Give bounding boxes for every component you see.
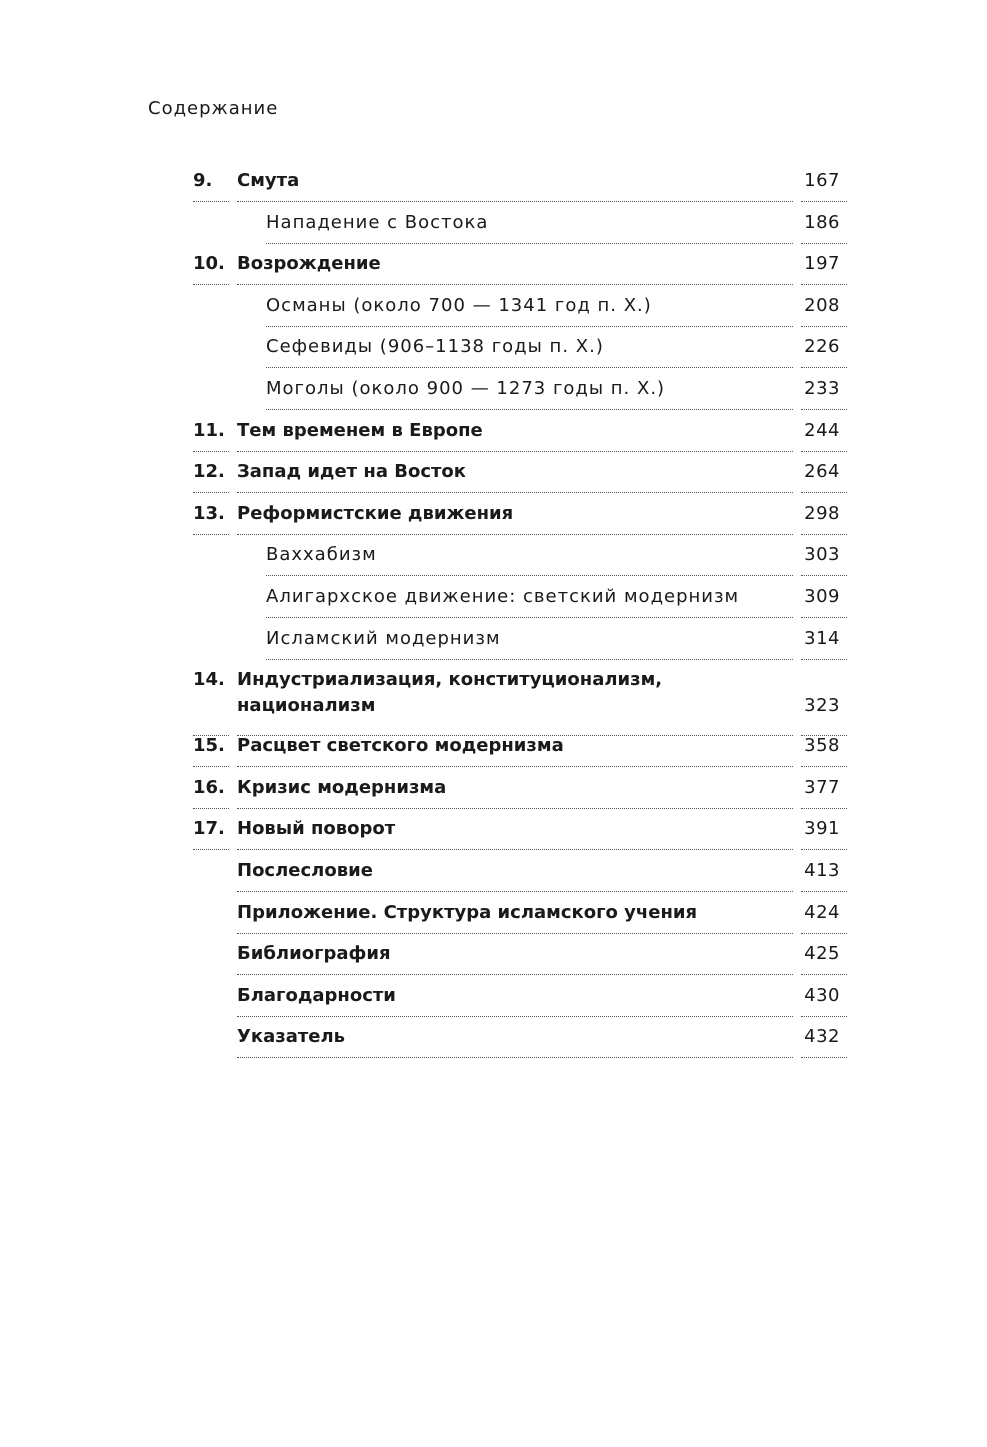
entry-title: Указатель: [237, 1026, 346, 1048]
toc-entry[interactable]: [193, 1024, 847, 1058]
entry-title: Моголы (около 900 — 1273 годы п. Х.): [266, 378, 666, 399]
entry-title: Нападение с Востока: [266, 211, 489, 233]
toc-entry[interactable]: [193, 542, 847, 576]
dotted-leader: [801, 367, 847, 368]
page-number: 432: [804, 1026, 840, 1048]
entry-title: Благодарности: [237, 984, 396, 1006]
dotted-leader: [193, 492, 229, 493]
page-number: 197: [804, 253, 840, 275]
dotted-leader: [266, 367, 793, 368]
entry-title: Запад идет на Восток: [237, 461, 466, 483]
entry-title: Тем временем в Европе: [237, 419, 483, 441]
dotted-leader: [237, 891, 793, 892]
entry-title: Алигархское движение: светский модернизм: [266, 586, 740, 607]
toc-entry[interactable]: [193, 900, 847, 934]
dotted-leader: [801, 1057, 847, 1058]
page-number: 413: [804, 860, 840, 881]
toc-entry[interactable]: [193, 334, 847, 368]
page-number: 358: [804, 735, 840, 757]
dotted-leader: [266, 659, 793, 660]
dotted-leader: [266, 326, 793, 327]
dotted-leader: [193, 808, 229, 809]
page-number: 391: [804, 818, 840, 840]
dotted-leader: [266, 617, 793, 618]
toc-entry[interactable]: [193, 858, 847, 892]
entry-title: Реформистские движения: [237, 502, 514, 524]
toc-entry[interactable]: [193, 626, 847, 660]
entry-title: Приложение. Структура исламского учения: [237, 901, 698, 923]
dotted-leader: [801, 808, 847, 809]
dotted-leader: [237, 201, 793, 202]
entry-title: Послесловие: [237, 860, 373, 881]
dotted-leader: [266, 575, 793, 576]
dotted-leader: [237, 1016, 793, 1017]
dotted-leader: [237, 534, 793, 535]
dotted-leader: [801, 409, 847, 410]
chapter-number: 16.: [193, 776, 225, 798]
dotted-leader: [237, 933, 793, 934]
entry-title: Расцвет светского модернизма: [237, 735, 564, 757]
dotted-leader: [801, 766, 847, 767]
dotted-leader: [801, 575, 847, 576]
chapter-number: 13.: [193, 502, 225, 524]
chapter-number: 14.: [193, 669, 225, 691]
toc-entry[interactable]: [193, 210, 847, 244]
dotted-leader: [237, 766, 793, 767]
entry-title: Кризис модернизма: [237, 776, 447, 798]
toc-entry[interactable]: [193, 418, 847, 452]
page-number: 323: [804, 695, 840, 717]
dotted-leader: [237, 849, 793, 850]
dotted-leader: [237, 284, 793, 285]
toc-entry[interactable]: [193, 775, 847, 809]
entry-title: Смута: [237, 170, 300, 191]
dotted-leader: [801, 974, 847, 975]
page-number: 425: [804, 943, 840, 965]
entry-title: Османы (около 700 — 1341 год п. Х.): [266, 294, 652, 316]
toc-entry[interactable]: [193, 733, 847, 767]
toc-entry[interactable]: [193, 376, 847, 410]
dotted-leader: [237, 974, 793, 975]
toc-entry[interactable]: [193, 941, 847, 975]
page-number: 264: [804, 461, 840, 483]
dotted-leader: [801, 1016, 847, 1017]
toc-entry[interactable]: [193, 816, 847, 850]
dotted-leader: [237, 451, 793, 452]
running-head: Содержание: [148, 98, 279, 119]
page-number: 314: [804, 627, 840, 649]
dotted-leader: [237, 492, 793, 493]
toc-entry[interactable]: [193, 501, 847, 535]
toc-entry[interactable]: [193, 983, 847, 1017]
chapter-number: 10.: [193, 253, 225, 275]
page-number: 430: [804, 984, 840, 1006]
dotted-leader: [801, 284, 847, 285]
toc-entry[interactable]: [193, 667, 847, 736]
page-number: 303: [804, 544, 840, 566]
dotted-leader: [801, 933, 847, 934]
dotted-leader: [266, 243, 793, 244]
dotted-leader: [801, 534, 847, 535]
dotted-leader: [237, 808, 793, 809]
dotted-leader: [801, 201, 847, 202]
entry-title-line1: Индустриализация, конституционализм,: [237, 669, 663, 691]
entry-title: Возрождение: [237, 253, 381, 275]
chapter-number: 15.: [193, 735, 225, 757]
page-number: 309: [804, 586, 840, 607]
toc-entry[interactable]: [193, 168, 847, 202]
dotted-leader: [801, 326, 847, 327]
dotted-leader: [193, 534, 229, 535]
page-number: 186: [804, 211, 840, 233]
page-number: 424: [804, 901, 840, 923]
dotted-leader: [801, 243, 847, 244]
entry-title-line2: национализм: [237, 695, 376, 717]
entry-title: Библиография: [237, 943, 391, 965]
chapter-number: 11.: [193, 419, 225, 441]
dotted-leader: [801, 849, 847, 850]
page-number: 377: [804, 776, 840, 798]
chapter-number: 17.: [193, 818, 225, 840]
dotted-leader: [801, 891, 847, 892]
dotted-leader: [266, 409, 793, 410]
dotted-leader: [801, 451, 847, 452]
page-number: 298: [804, 502, 840, 524]
page-number: 244: [804, 419, 840, 441]
dotted-leader: [193, 201, 229, 202]
dotted-leader: [193, 766, 229, 767]
page-number: 233: [804, 378, 840, 399]
entry-title: Новый поворот: [237, 818, 396, 840]
dotted-leader: [237, 1057, 793, 1058]
entry-title: Ваххабизм: [266, 544, 377, 566]
page-number: 226: [804, 336, 840, 358]
dotted-leader: [193, 849, 229, 850]
toc-entry[interactable]: [193, 584, 847, 618]
entry-title: Сефевиды (906–1138 годы п. Х.): [266, 336, 604, 358]
chapter-number: 9.: [193, 170, 213, 191]
toc-entry[interactable]: [193, 251, 847, 285]
page-number: 167: [804, 170, 840, 191]
entry-title: Исламский модернизм: [266, 627, 501, 649]
page-number: 208: [804, 294, 840, 316]
dotted-leader: [193, 451, 229, 452]
dotted-leader: [801, 659, 847, 660]
dotted-leader: [193, 284, 229, 285]
dotted-leader: [801, 492, 847, 493]
dotted-leader: [801, 617, 847, 618]
chapter-number: 12.: [193, 461, 225, 483]
toc-entry[interactable]: [193, 459, 847, 493]
toc-entry[interactable]: [193, 293, 847, 327]
